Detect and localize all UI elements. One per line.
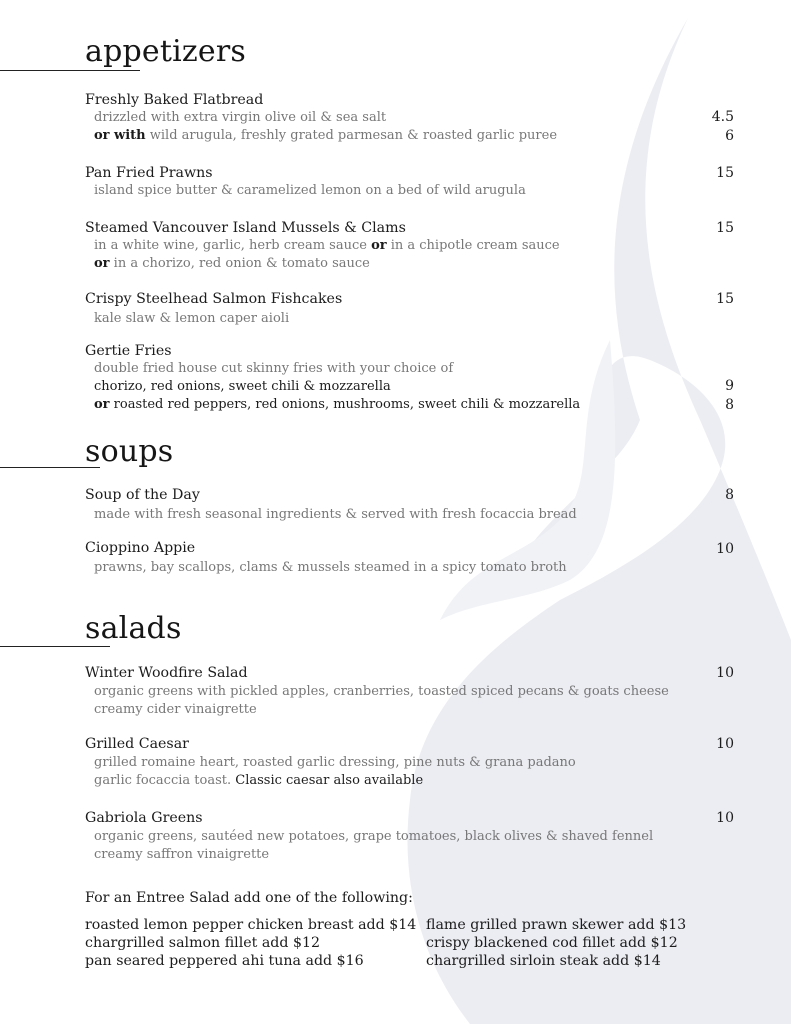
entree-salad-addons-intro: For an Entree Salad add one of the following:	[85, 890, 413, 906]
menu-item-prawns	[85, 164, 735, 200]
item-description-extra: garlic focaccia toast. Classic caesar also available	[94, 773, 424, 788]
item-price: 10	[716, 736, 734, 752]
item-price: 10	[716, 810, 734, 826]
fries-option-1: chorizo, red onions, sweet chili & mozzarella	[94, 379, 391, 394]
item-price: 4.5	[711, 109, 734, 125]
fries-option-2: or roasted red peppers, red onions, mushrooms, sweet chili & mozzarella	[94, 397, 581, 412]
item-price: 9	[725, 378, 734, 394]
item-description: grilled romaine heart, roasted garlic dressing, pine nuts & grana padano	[94, 755, 576, 770]
item-price: 8	[725, 397, 734, 413]
item-name: Pan Fried Prawns	[85, 165, 213, 181]
or-label: or with	[94, 128, 146, 143]
item-description: drizzled with extra virgin olive oil & sea salt	[94, 110, 387, 125]
item-description: organic greens with pickled apples, cranberries, toasted spiced pecans & goats cheese	[94, 684, 669, 699]
menu-item-soup-of-day	[85, 486, 735, 524]
menu-item-fishcakes	[85, 290, 735, 328]
item-description: organic greens, sautéed new potatoes, grape tomatoes, black olives & shaved fennel	[94, 829, 654, 844]
item-description: island spice butter & caramelized lemon on a bed of wild arugula	[94, 183, 526, 198]
item-name: Gertie Fries	[85, 343, 172, 359]
item-description: in a white wine, garlic, herb cream sauce or in a chipotle cream sauce	[94, 238, 560, 253]
addon-item: chargrilled salmon fillet add $12	[85, 935, 321, 951]
menu-item-grilled-caesar	[85, 735, 735, 790]
addon-list-right	[426, 916, 686, 970]
addon-item: pan seared peppered ahi tuna add $16	[85, 953, 364, 969]
item-name: Steamed Vancouver Island Mussels & Clams	[85, 220, 406, 236]
addon-item: chargrilled sirloin steak add $14	[426, 953, 661, 969]
menu-item-woodfire-salad	[85, 664, 735, 719]
section-divider	[0, 467, 100, 468]
item-dressing: creamy saffron vinaigrette	[94, 847, 270, 862]
item-name: Gabriola Greens	[85, 810, 203, 826]
menu-item-cioppino	[85, 539, 735, 577]
addon-item: roasted lemon pepper chicken breast add $14	[85, 917, 417, 933]
item-price: 15	[716, 220, 734, 236]
menu-item-gabriola-greens	[85, 809, 735, 864]
item-price: 10	[716, 541, 734, 557]
item-description: double fried house cut skinny fries with your choice of	[94, 361, 454, 376]
section-title-salads: salads	[85, 611, 182, 646]
addon-list-left	[85, 916, 416, 970]
item-name: Crispy Steelhead Salmon Fishcakes	[85, 291, 343, 307]
item-description: kale slaw & lemon caper aioli	[94, 311, 290, 326]
item-name: Winter Woodfire Salad	[85, 665, 248, 681]
item-name: Soup of the Day	[85, 487, 200, 503]
item-description-option: or with wild arugula, freshly grated parmesan & roasted garlic puree	[94, 128, 558, 143]
menu-item-gertie-fries	[85, 342, 735, 414]
item-name: Cioppino Appie	[85, 540, 196, 556]
item-name: Freshly Baked Flatbread	[85, 92, 264, 108]
item-description: made with fresh seasonal ingredients & served with fresh focaccia bread	[94, 507, 577, 522]
section-divider	[0, 70, 140, 71]
addon-item: flame grilled prawn skewer add $13	[426, 917, 687, 933]
section-title-soups: soups	[85, 434, 174, 469]
item-description: prawns, bay scallops, clams & mussels steamed in a spicy tomato broth	[94, 560, 567, 575]
item-price: 15	[716, 165, 734, 181]
item-description-option: or in a chorizo, red onion & tomato sauce	[94, 256, 370, 271]
menu-item-flatbread	[85, 91, 735, 145]
addon-item: crispy blackened cod fillet add $12	[426, 935, 678, 951]
item-price: 10	[716, 665, 734, 681]
section-title-appetizers: appetizers	[85, 34, 246, 69]
item-dressing: creamy cider vinaigrette	[94, 702, 257, 717]
item-price: 15	[716, 291, 734, 307]
menu-item-mussels	[85, 219, 735, 273]
item-name: Grilled Caesar	[85, 736, 189, 752]
item-price: 8	[725, 487, 734, 503]
section-divider	[0, 646, 110, 647]
item-price: 6	[725, 128, 734, 144]
